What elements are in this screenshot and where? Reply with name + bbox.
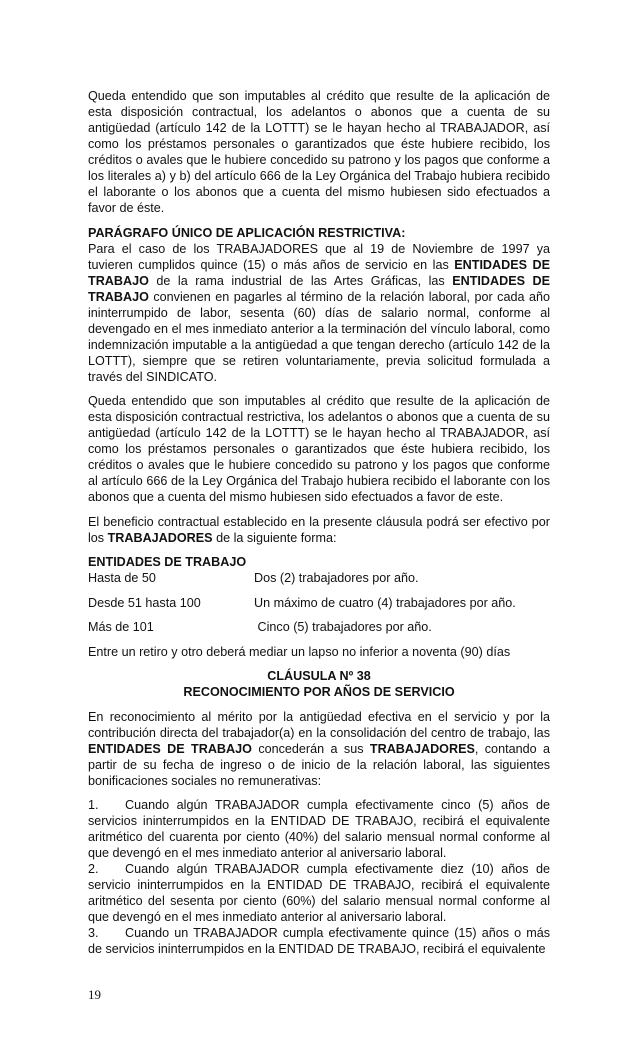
text-run: Para el caso de los TRABAJADORES que al 19 de Noviembre de 1997 ya tuvieren cumplidos quince (15) o más años de servicio en las <box>88 241 550 272</box>
list-item-text: Cuando un TRABAJADOR cumpla efectivamente quince (15) años o más de servicios ininterrumpidos en la ENTIDAD DE TRABAJO, recibirá el equivalente <box>88 926 550 956</box>
document-page <box>88 88 550 957</box>
text-run: de la rama industrial de las Artes Gráficas, las <box>148 273 453 288</box>
tier-row <box>88 570 550 586</box>
list-item-number: 1. <box>88 798 99 812</box>
list-item-number: 2. <box>88 862 99 876</box>
tier-range: Hasta de 50 <box>88 571 156 585</box>
bold-entidades: ENTIDADES DE TRABAJO <box>88 273 550 304</box>
text-run: de la siguiente forma: <box>212 530 337 545</box>
tier-row <box>88 595 550 611</box>
bold-trabajadores: TRABAJADORES <box>369 741 475 756</box>
list-item <box>88 797 550 861</box>
paragraph-lapso: Entre un retiro y otro deberá mediar un lapso no inferior a noventa (90) días <box>88 644 511 659</box>
text-run: En reconocimiento al mérito por la antigüedad efectiva en el servicio y por la contribución directa del trabajador(a) en la consolidación del centro de trabajo, las <box>88 709 550 740</box>
clausula-title: CLÁUSULA Nº 38 <box>267 669 371 683</box>
paragraph-imputables-restrictiva: Queda entendido que son imputables al crédito que resulte de la aplicación de esta disposición contractual restrictiva, los adelantos o abonos que a cuenta de su antigüedad (artículo 142 de la LOTTT) se le hayan hecho al TRABAJADOR, así como los préstamos personales o garantizados que éste hubiera recibido, los créditos o avales que le hubiere concedido su patrono y los pagos que conforme al artículo 666 de la Ley Orgánica del Trabajo hubiera recibido el laborante con los abonos que a cuenta del mismo hubiesen sido efectuados a favor de este. <box>88 394 550 504</box>
entidades-heading: ENTIDADES DE TRABAJO <box>88 555 247 569</box>
tier-quantity: Un máximo de cuatro (4) trabajadores por año. <box>254 595 516 610</box>
text-run: El beneficio contractual establecido en la presente cláusula podrá ser efectivo por los <box>88 514 550 545</box>
tier-quantity: Dos (2) trabajadores por año. <box>254 571 419 585</box>
tier-quantity: Cinco (5) trabajadores por año. <box>254 620 432 634</box>
list-item <box>88 925 550 957</box>
list-item-text: Cuando algún TRABAJADOR cumpla efectivamente cinco (5) años de servicios ininterrumpidos en la ENTIDAD DE TRABAJO, recibirá el equivalente aritmético del cuarenta por ciento (40%) del salario mensual normal conforme al que devengó en el mes inmediato anterior al aniversario laboral. <box>88 798 550 860</box>
bold-entidades: ENTIDADES DE TRABAJO <box>88 257 551 288</box>
clausula-subtitle: RECONOCIMIENTO POR AÑOS DE SERVICIO <box>183 685 455 699</box>
text-run: convienen en pagarles al término de la relación laboral, por cada año ininterrumpido de labor, sesenta (60) días de salario normal, conforme al devengado en el mes inmediato anterior a la terminación del vínculo laboral, como indemnización imputable a la antigüedad a que tengan derecho (artículo 142 de la LOTTT), siempre que se retiren voluntariamente, previa solicitud formulada a través del SINDICATO. <box>88 289 550 384</box>
paragraph-reconocimiento <box>88 709 550 789</box>
paragrafo-unico-heading: PARÁGRAFO ÚNICO DE APLICACIÓN RESTRICTIVA: <box>88 225 406 240</box>
paragraph-paragrafo-unico <box>88 241 550 385</box>
page-number: 19 <box>88 987 101 1002</box>
paragraph-beneficio <box>88 514 550 546</box>
list-item <box>88 861 550 925</box>
paragraph-imputables: Queda entendido que son imputables al crédito que resulte de la aplicación de esta disposición contractual, los adelantos o abonos que a cuenta de su antigüedad (artículo 142 de la LOTTT) se le hayan hecho al TRABAJADOR, así como los préstamos personales o garantizados que éste hubiere recibido, los créditos o avales que le hubiere concedido su patrono y los pagos que conforme a los literales a) y b) del artículo 666 de la Ley Orgánica del Trabajo hubiera recibido el laborante o los abonos que a cuenta del mismo hubiesen sido efectuados a favor de éste. <box>88 89 550 215</box>
text-run: concederán a sus <box>251 741 370 756</box>
list-item-number: 3. <box>88 926 99 940</box>
list-item-text: Cuando algún TRABAJADOR cumpla efectivamente diez (10) años de servicio ininterrumpidos en la ENTIDAD DE TRABAJO, recibirá el equivalente aritmético del sesenta por ciento (60%) del salario mensual normal conforme al que devengó en el mes inmediato anterior al aniversario laboral. <box>88 862 550 924</box>
text-run: , contando a partir de su fecha de ingreso o de inicio de la relación laboral, las siguientes bonificaciones sociales no remunerativas: <box>88 741 550 788</box>
tier-range: Desde 51 hasta 100 <box>88 595 201 610</box>
tier-row <box>88 619 550 635</box>
tier-range: Más de 101 <box>88 620 154 634</box>
bold-entidades: ENTIDADES DE TRABAJO <box>88 741 252 756</box>
bold-trabajadores: TRABAJADORES <box>107 530 213 545</box>
